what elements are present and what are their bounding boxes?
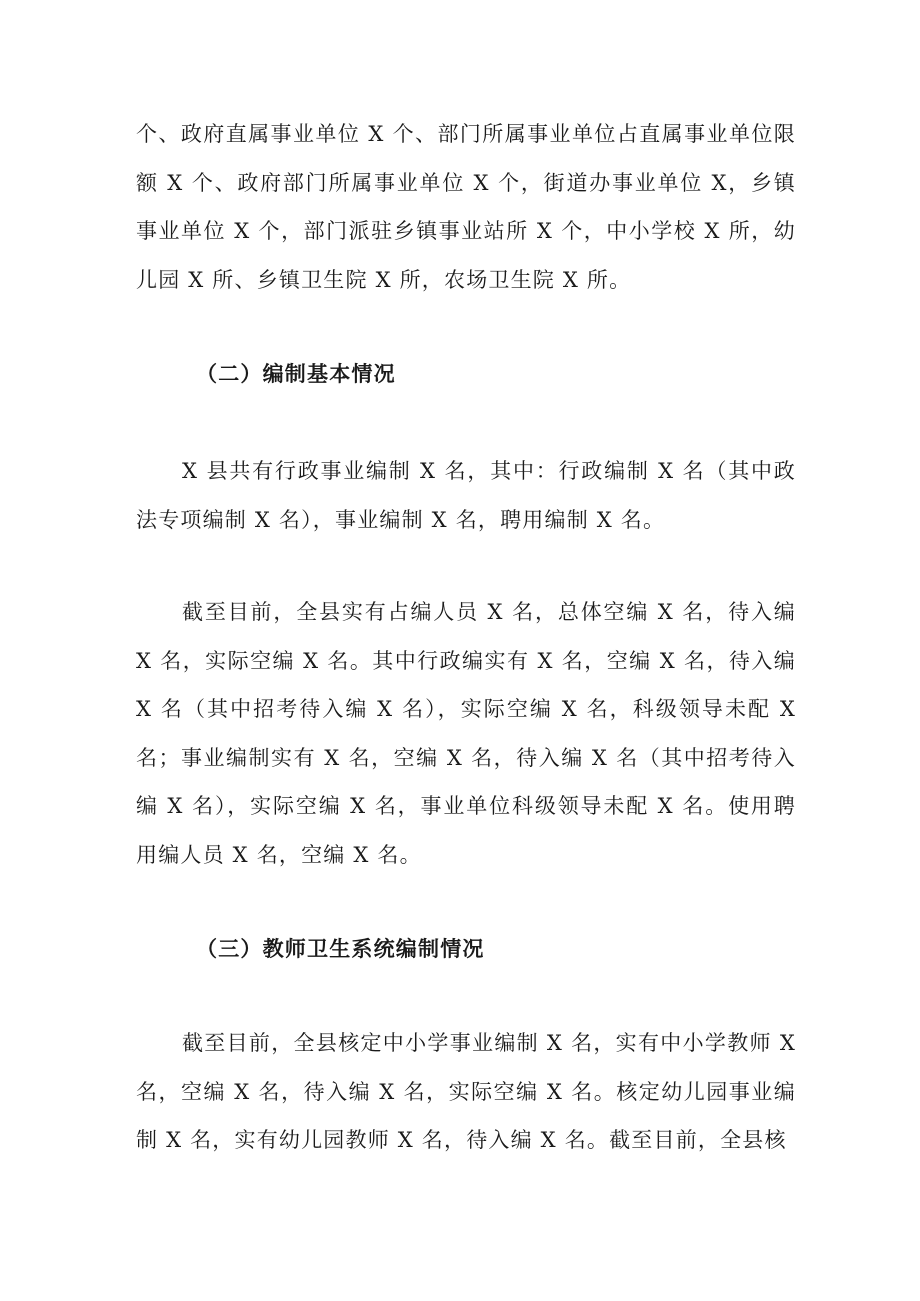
section-heading-2: （二）编制基本情况 <box>196 361 396 386</box>
paragraph-intro-tail: 个、政府直属事业单位 X 个、部门所属事业单位占直属事业单位限额 X 个、政府部门所属事业单位 X 个，街道办事业单位 X，乡镇事业单位 X 个，部门派驻乡镇事业站所 X 个，中小学校 X 所，幼儿园 X 所、乡镇卫生院 X 所，农场卫生院 X 所。 <box>136 122 796 292</box>
paragraph-section-2-staff: 截至目前，全县实有占编人员 X 名，总体空编 X 名，待入编 X 名，实际空编 X 名。其中行政编实有 X 名，空编 X 名，待入编 X 名（其中招考待入编 X 名），实际空编 X 名，科级领导未配 X 名；事业编制实有 X 名，空编 X 名，待入编 X 名（其中招考待入编 X 名），实际空编 X 名，事业单位科级领导未配 X 名。使用聘用编人员 X 名，空编 X 名。 <box>136 600 796 867</box>
paragraph-section-2-total: X 县共有行政事业编制 X 名，其中：行政编制 X 名（其中政法专项编制 X 名），事业编制 X 名，聘用编制 X 名。 <box>136 459 796 532</box>
paragraph-section-3-teachers: 截至目前，全县核定中小学事业编制 X 名，实有中小学教师 X 名，空编 X 名，待入编 X 名，实际空编 X 名。核定幼儿园事业编制 X 名，实有幼儿园教师 X 名，待入编 X 名。截至目前，全县核 <box>136 1031 796 1152</box>
section-heading-3: （三）教师卫生系统编制情况 <box>196 936 485 961</box>
